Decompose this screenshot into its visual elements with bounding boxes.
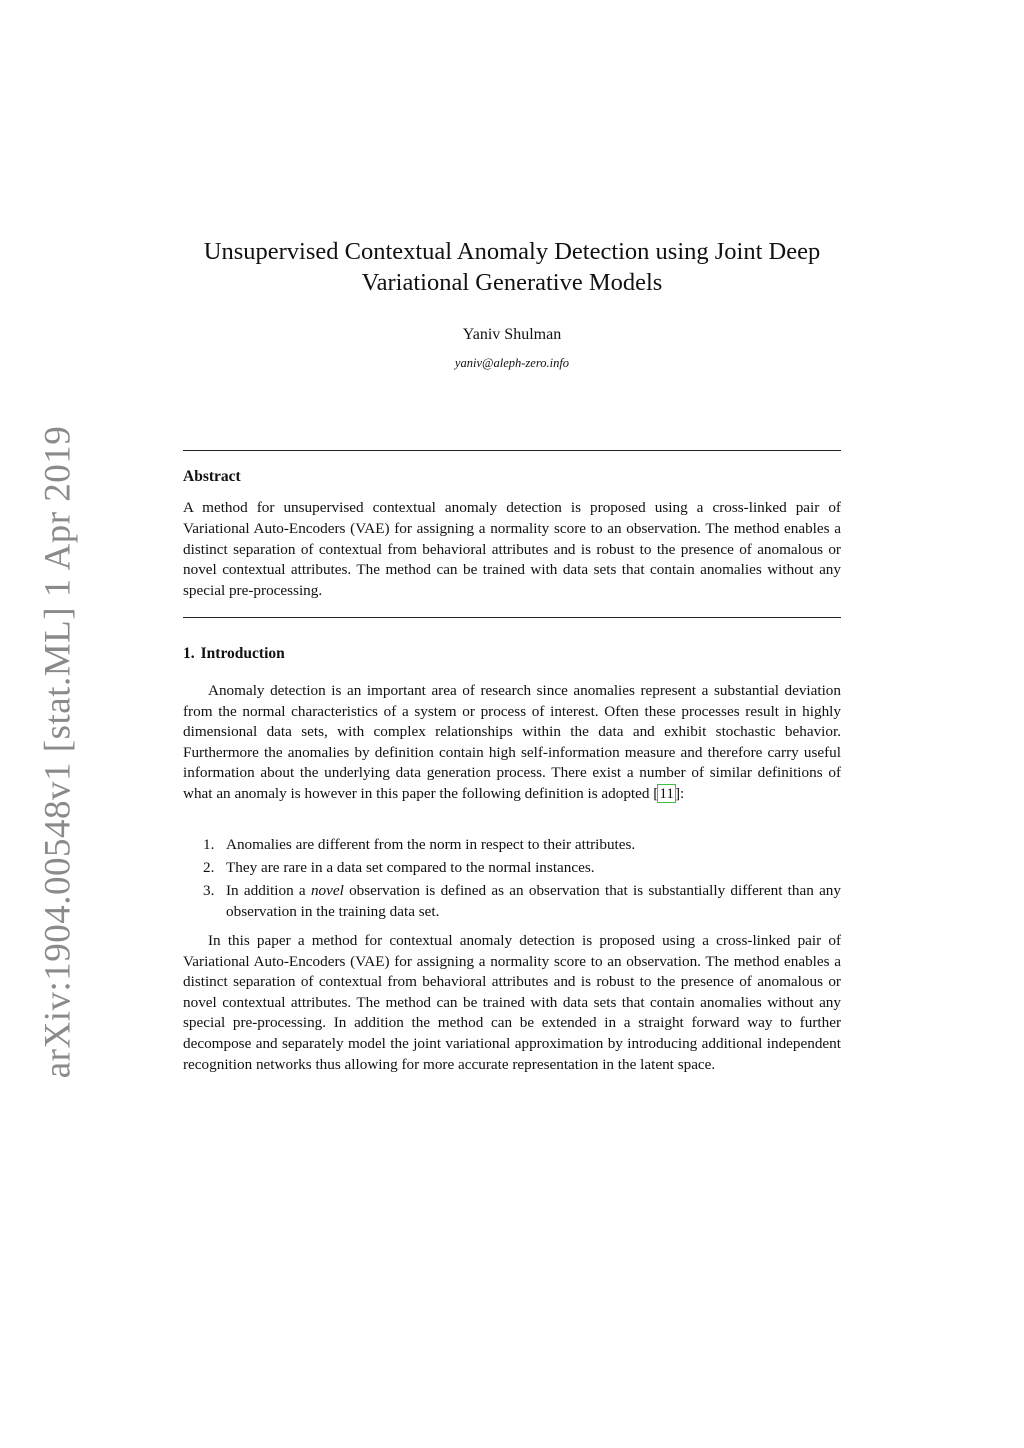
paper-title [143, 236, 881, 298]
list-marker: 3. [203, 881, 215, 899]
emphasis-novel: novel [310, 881, 344, 899]
list-item-text: They are rare in a data set compared to the normal instances. [226, 858, 595, 876]
list-item-suffix: observation is defined as an observation that is substantially different than any observation in the training data set. [226, 881, 841, 920]
author-name: Yaniv Shulman [462, 326, 562, 343]
intro-p1-text: Anomaly detection is an important area of research since anomalies represent a substantial deviation from the normal characteristics of a system or process of interest. Often these processes result in highly dimensional data sets, with complex relationships within the data and exhibit stochastic behavior. Furthermore the anomalies by definition contain high self-information measure and therefore carry useful information about the underlying data generation process. There exist a number of similar definitions of what an anomaly is however in this paper the following definition is adopted [ [183, 682, 841, 802]
abstract-heading: Abstract [183, 468, 241, 485]
title-line-2: Variational Generative Models [361, 269, 663, 296]
abstract-top-rule [183, 450, 841, 451]
section-title: Introduction [200, 645, 285, 662]
section-heading-introduction [183, 645, 285, 663]
list-item-prefix: In addition a [226, 881, 311, 899]
list-marker: 1. [203, 836, 215, 853]
list-item [183, 835, 841, 856]
definition-list [183, 835, 841, 925]
intro-paragraph-2: In this paper a method for contextual anomaly detection is proposed using a cross-linked pair of Variational Auto-Encoders (VAE) for assigning a normality score to an observation. The method enables a distinct separation of contextual from behavioral attributes and is robust to the presence of anomalous or novel contextual attributes. The method can be trained with data sets that contain anomalies without any special pre-processing. In addition the method can be extended in a straight forward way to further decompose and separately model the joint variational approximation by introducing additional independent recognition networks thus allowing for more accurate representation in the latent space. [183, 932, 841, 1073]
abstract-bottom-rule [183, 617, 841, 618]
list-item [183, 858, 841, 879]
citation-link[interactable]: 11 [659, 784, 674, 802]
list-marker: 2. [203, 858, 215, 876]
intro-p1-tail: ]: [674, 784, 685, 802]
title-line-1: Unsupervised Contextual Anomaly Detection using Joint Deep [203, 238, 821, 265]
list-item [183, 881, 841, 922]
intro-paragraph-1 [183, 681, 841, 805]
section-number: 1. [183, 645, 195, 662]
list-item-text: Anomalies are different from the norm in respect to their attributes. [226, 836, 636, 853]
author-email[interactable]: yaniv@aleph-zero.info [454, 356, 570, 370]
arxiv-identifier-stamp: arXiv:1904.00548v1 [stat.ML] 1 Apr 2019 [37, 425, 79, 1079]
abstract-body: A method for unsupervised contextual anomaly detection is proposed using a cross-linked pair of Variational Auto-Encoders (VAE) for assigning a normality score to an observation. The method enables a distinct separation of contextual from behavioral attributes and is robust to the presence of anomalous or novel contextual attributes. The method can be trained with data sets that contain anomalies without any special pre-processing. [183, 499, 841, 600]
